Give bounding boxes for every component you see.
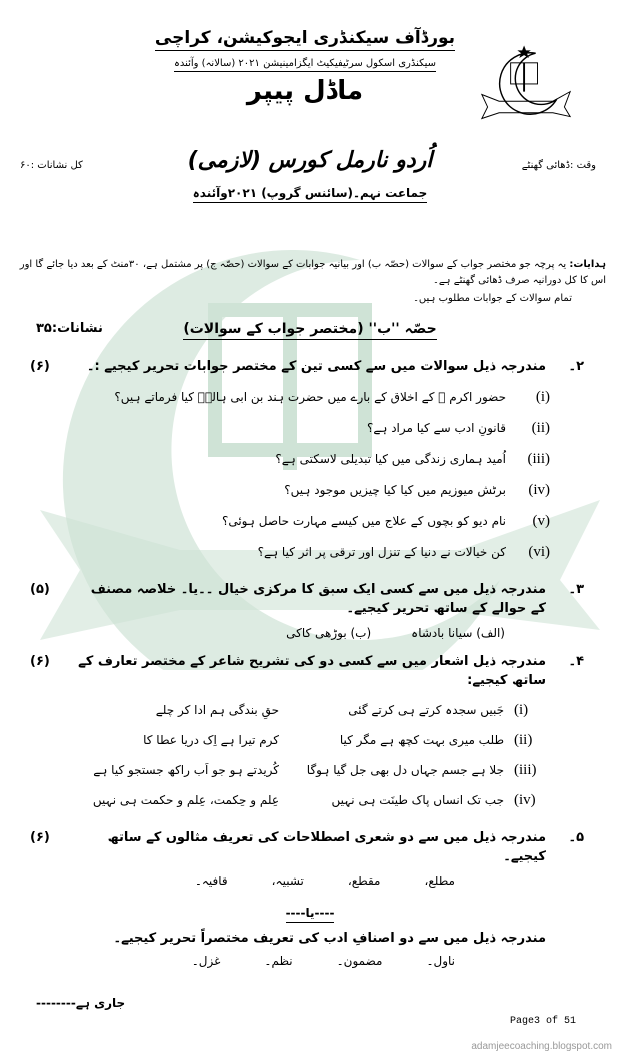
- q5-alt-term: غزل۔: [191, 954, 221, 968]
- q2-item: [40, 542, 550, 562]
- subject-title: اُردو نارمل کورس (لازمی): [187, 148, 433, 173]
- q5-term: مطلع،: [424, 874, 455, 888]
- q4-couplet-line-a: جب تک انساں پاک طینَت ہی نہیں: [331, 793, 504, 807]
- q4-couplet-line-b: حقِ بندگی ہم ادا کر چلے: [155, 703, 279, 717]
- q4-marks: (۶): [30, 654, 50, 669]
- q4-header: [0, 652, 620, 690]
- q2-item-text: نام دیو کو بچوں کے علاج میں کیسے مہارت حاصل ہوئی؟: [221, 514, 506, 528]
- q5-alt-terms: [0, 954, 620, 968]
- q4-couplet-number: (iv): [514, 792, 536, 808]
- class-label: جماعت نہم۔(سائنس گروپ) ۲۰۲۱وآئندہ: [193, 186, 427, 203]
- section-header: [0, 321, 620, 345]
- q4-couplet: [0, 730, 620, 750]
- q5-number: ۵۔: [568, 830, 584, 845]
- q2-items: [0, 387, 620, 562]
- q5-term: قافیہ۔: [194, 874, 228, 888]
- q4-couplet-number: (iii): [514, 762, 537, 778]
- section-marks: نشانات:۳۵: [36, 321, 103, 336]
- q4-couplet-line-a: جلا ہے جسم جہاں دل بھی جل گیا ہوگا: [306, 763, 504, 777]
- or-separator: ----یا----: [286, 906, 335, 923]
- q2-item-text: برٹش میوزیم میں کیا کیا چیزیں موجود ہیں؟: [284, 483, 506, 497]
- q4-couplet: [0, 790, 620, 810]
- q4-text: مندرجہ ذیل اشعار میں سے کسی دو کی تشریح شاعر کے مختصر تعارف کے ساتھ کیجیے:: [78, 654, 546, 688]
- q5-header: [0, 828, 620, 866]
- q3-header: [0, 580, 620, 618]
- q5-term: مقطع،: [347, 874, 381, 888]
- site-url: adamjeecoaching.blogspot.com: [471, 1041, 612, 1052]
- total-marks: کل نشانات :۶۰: [20, 160, 83, 171]
- q5-marks: (۶): [30, 830, 50, 845]
- q2-item-number: (vi): [528, 544, 550, 560]
- page-number: Page3 of 51: [510, 1016, 577, 1027]
- q2-header: [0, 357, 620, 376]
- q3-option-a: (الف) سیانا بادشاہ: [411, 626, 505, 640]
- q5-alt-term: نظم۔: [264, 954, 293, 968]
- q4-couplet: [0, 700, 620, 720]
- q5-alt-term: ناول۔: [426, 954, 455, 968]
- q4-couplet-number: (i): [514, 702, 529, 718]
- q2-marks: (۶): [30, 359, 50, 374]
- q2-item-number: (iii): [527, 451, 550, 467]
- q2-item-number: (ii): [531, 420, 550, 436]
- q4-couplet-line-a: طلب میری بہت کچھ ہے مگر کیا: [339, 733, 504, 747]
- q4-couplet: [0, 760, 620, 780]
- instructions-label: ہدایات:: [569, 259, 606, 270]
- q2-text: مندرجہ ذیل سوالات میں سے کسی تین کے مختصر جوابات تحریر کیجیے :۔: [86, 359, 546, 374]
- q4-couplets: [0, 700, 620, 810]
- q2-item-number: (i): [535, 389, 550, 405]
- q3-number: ۳۔: [568, 582, 584, 597]
- q2-item: [40, 418, 550, 438]
- instructions-line1: [0, 257, 620, 289]
- q5-terms: [0, 874, 620, 888]
- q2-item-text: قانونِ ادب سے کیا مراد ہے؟: [366, 421, 506, 435]
- q2-item-text: اُمید ہماری زندگی میں کیا تبدیلی لاسکتی ہے؟: [275, 452, 506, 466]
- paper-type: ماڈل پیپر: [246, 76, 364, 106]
- q3-option-b: (ب) بوڑھی کاکی: [286, 626, 372, 640]
- q5-text: مندرجہ ذیل میں سے دو شعری اصطلاحات کی تعریف مثالوں کے ساتھ کیجیے۔: [107, 830, 546, 864]
- q5-term: تشبیہ،: [271, 874, 304, 888]
- q4-couplet-line-b: کرم تیرا ہے اِک دریا عطا کا: [143, 733, 279, 747]
- q5-alt-term: مضمون۔: [336, 954, 383, 968]
- q4-couplet-line-b: عِلم و حِکمت، عِلم و حکمت ہی نہیں: [92, 793, 279, 807]
- q2-item-number: (iv): [528, 482, 550, 498]
- q4-number: ۴۔: [568, 654, 584, 669]
- q2-number: ۲۔: [568, 359, 584, 374]
- q3-marks: (۵): [30, 582, 50, 597]
- exam-title: سیکنڈری اسکول سرٹیفیکیٹ ایگزامینیشن ۲۰۲۱ (سالانہ) وآئندہ: [174, 58, 436, 72]
- q3-options: [0, 626, 620, 640]
- q2-item-number: (v): [532, 513, 550, 529]
- q4-couplet-line-b: کُریدتے ہو جو اَب راکھ جستجو کیا ہے: [93, 763, 279, 777]
- q2-item-text: حضور اکرم ﷺ کے اخلاق کے بارے میں حضرت ہند بن ابی ہالہؓ کیا فرماتے ہیں؟: [114, 390, 506, 404]
- q5-alt-text: مندرجہ ذیل میں سے دو اصنافِ ادب کی تعریف مختصراً تحریر کیجیے۔: [113, 931, 546, 946]
- q2-item: [40, 480, 550, 500]
- time-label: وقت :ڈھائی گھنٹے: [521, 160, 596, 171]
- q2-item: [40, 511, 550, 531]
- continued-label: جاری ہے--------: [36, 996, 126, 1010]
- section-title: حصّہ ''ب'' (مختصر جواب کے سوالات): [183, 321, 436, 340]
- q3-text: مندرجہ ذیل میں سے کسی ایک سبق کا مرکزی خیال ۔۔یا۔ خلاصہ مصنف کے حوالے کے ساتھ تحریر کیجیے۔: [90, 582, 546, 616]
- q2-item: [40, 449, 550, 469]
- board-logo-icon: [478, 40, 574, 125]
- q2-item: [40, 387, 550, 407]
- q4-couplet-number: (ii): [514, 732, 533, 748]
- instructions-text: یہ پرچہ جو مختصر جواب کے سوالات (حصّہ ب) اور بیانیہ جوابات کے سوالات (حصّہ ج) پر مشتمل ہے، ۳۰منٹ کے بعد دیا جائے گا اور اس کا کل دورانیہ صرف ڈھائی گھنٹے ہے۔: [19, 259, 606, 286]
- q4-couplet-line-a: جَبیں سجدہ کرتے ہی کرتے گئی: [348, 703, 504, 717]
- header: [0, 0, 620, 215]
- board-name: بورڈآف سیکنڈری ایجوکیشن، کراچی: [155, 28, 455, 51]
- instructions-line2: تمام سوالات کے جوابات مطلوب ہیں۔: [413, 293, 572, 304]
- q2-item-text: کن خیالات نے دنیا کے تنزل اور ترقی پر اثر کیا ہے؟: [257, 545, 506, 559]
